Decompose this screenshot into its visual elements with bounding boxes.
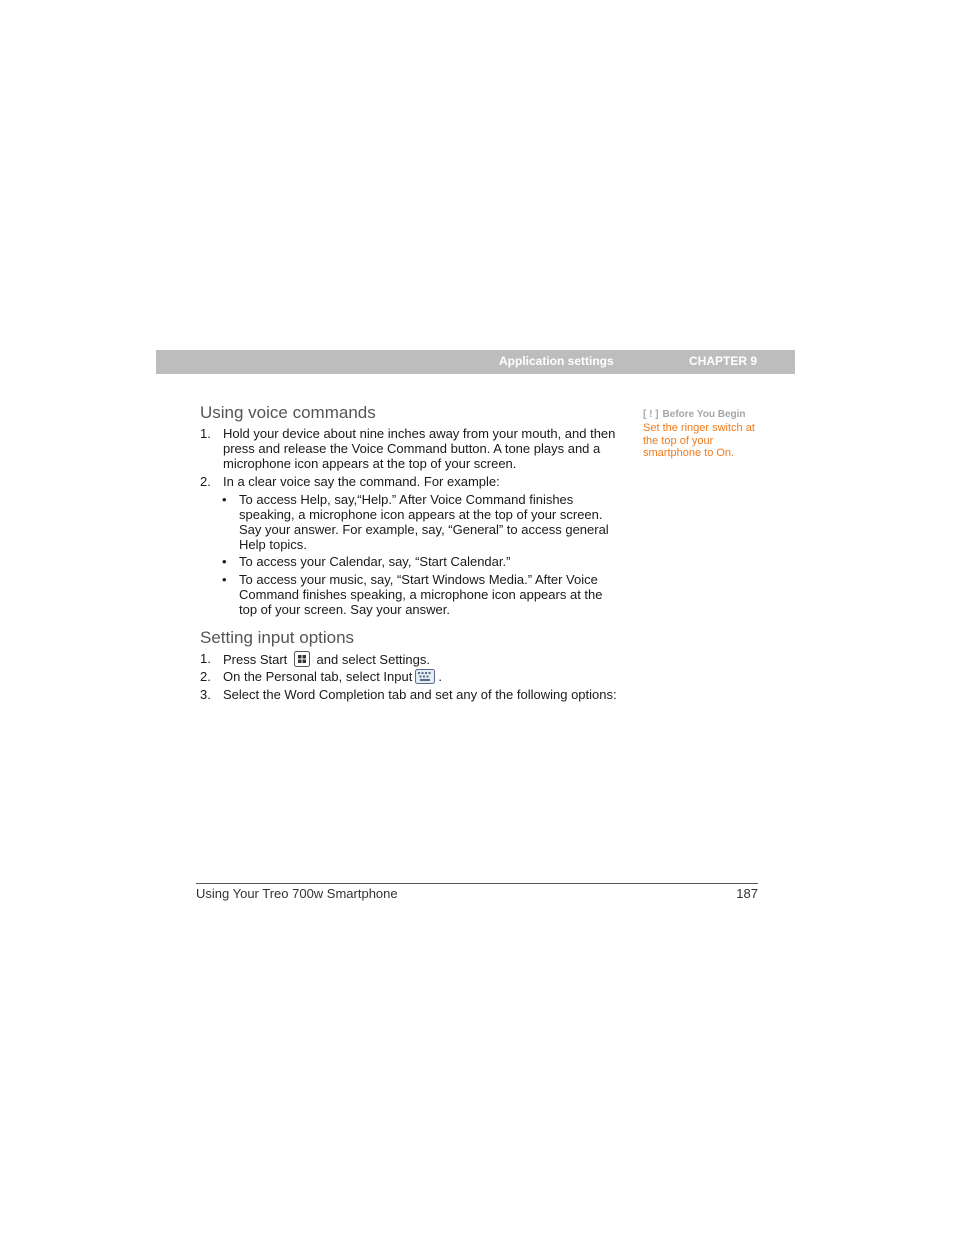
sidebar-body: Set the ringer switch at the top of your smartphone to On. xyxy=(643,422,755,459)
step-text-before: Press Start xyxy=(223,652,288,667)
sidebar-title xyxy=(643,409,746,420)
keyboard-input-icon xyxy=(415,669,435,687)
section-heading-voice-commands: Using voice commands xyxy=(200,403,376,422)
list-item xyxy=(200,426,620,471)
bullet-text: To access your Calendar, say, “Start Calendar.” xyxy=(239,554,511,569)
bullet-item xyxy=(222,492,622,552)
step-text: Hold your device about nine inches away from your mouth, and then press and release the Voice Command button. A tone plays and a microphone icon appears at the top of your screen. xyxy=(223,426,616,471)
alert-marker: [ ! ] xyxy=(643,409,659,420)
list-item xyxy=(200,669,620,687)
step-text xyxy=(223,651,620,670)
step-number: 1. xyxy=(200,651,211,666)
step-number: 3. xyxy=(200,687,211,702)
step-text xyxy=(223,669,620,687)
header-chapter-label: CHAPTER 9 xyxy=(689,354,758,368)
section-heading-input-options: Setting input options xyxy=(200,628,355,647)
footer-book-title: Using Your Treo 700w Smartphone xyxy=(196,886,398,901)
bullet-item xyxy=(222,554,622,569)
windows-start-icon xyxy=(294,651,310,670)
list-item xyxy=(200,474,620,489)
bullet-mark: • xyxy=(222,572,227,587)
step-number: 2. xyxy=(200,669,211,684)
bullet-text: To access Help, say,“Help.” After Voice Command finishes speaking, a microphone icon appears at the top of your screen. Say your answer. For example, say, “General” to access general Help topics. xyxy=(239,492,609,552)
bullet-mark: • xyxy=(222,492,227,507)
footer-divider xyxy=(196,883,758,884)
step-number: 1. xyxy=(200,426,211,441)
list-item xyxy=(200,651,620,670)
header-section-title: Application settings xyxy=(499,354,614,368)
step-text-after: and select Settings. xyxy=(316,652,431,667)
sidebar-title-text: Before You Begin xyxy=(662,409,746,420)
step-text-after: . xyxy=(438,669,442,684)
step-text: In a clear voice say the command. For example: xyxy=(223,474,500,489)
step-number: 2. xyxy=(200,474,211,489)
bullet-item xyxy=(222,572,622,617)
list-item xyxy=(200,687,620,702)
bullet-text: To access your music, say, “Start Windows Media.” After Voice Command finishes speaking, a microphone icon appears at the top of your screen. Say your answer. xyxy=(239,572,603,617)
page-number: 187 xyxy=(736,886,758,901)
step-text-before: On the Personal tab, select Input xyxy=(223,669,413,684)
bullet-mark: • xyxy=(222,554,227,569)
step-text: Select the Word Completion tab and set any of the following options: xyxy=(223,687,617,702)
